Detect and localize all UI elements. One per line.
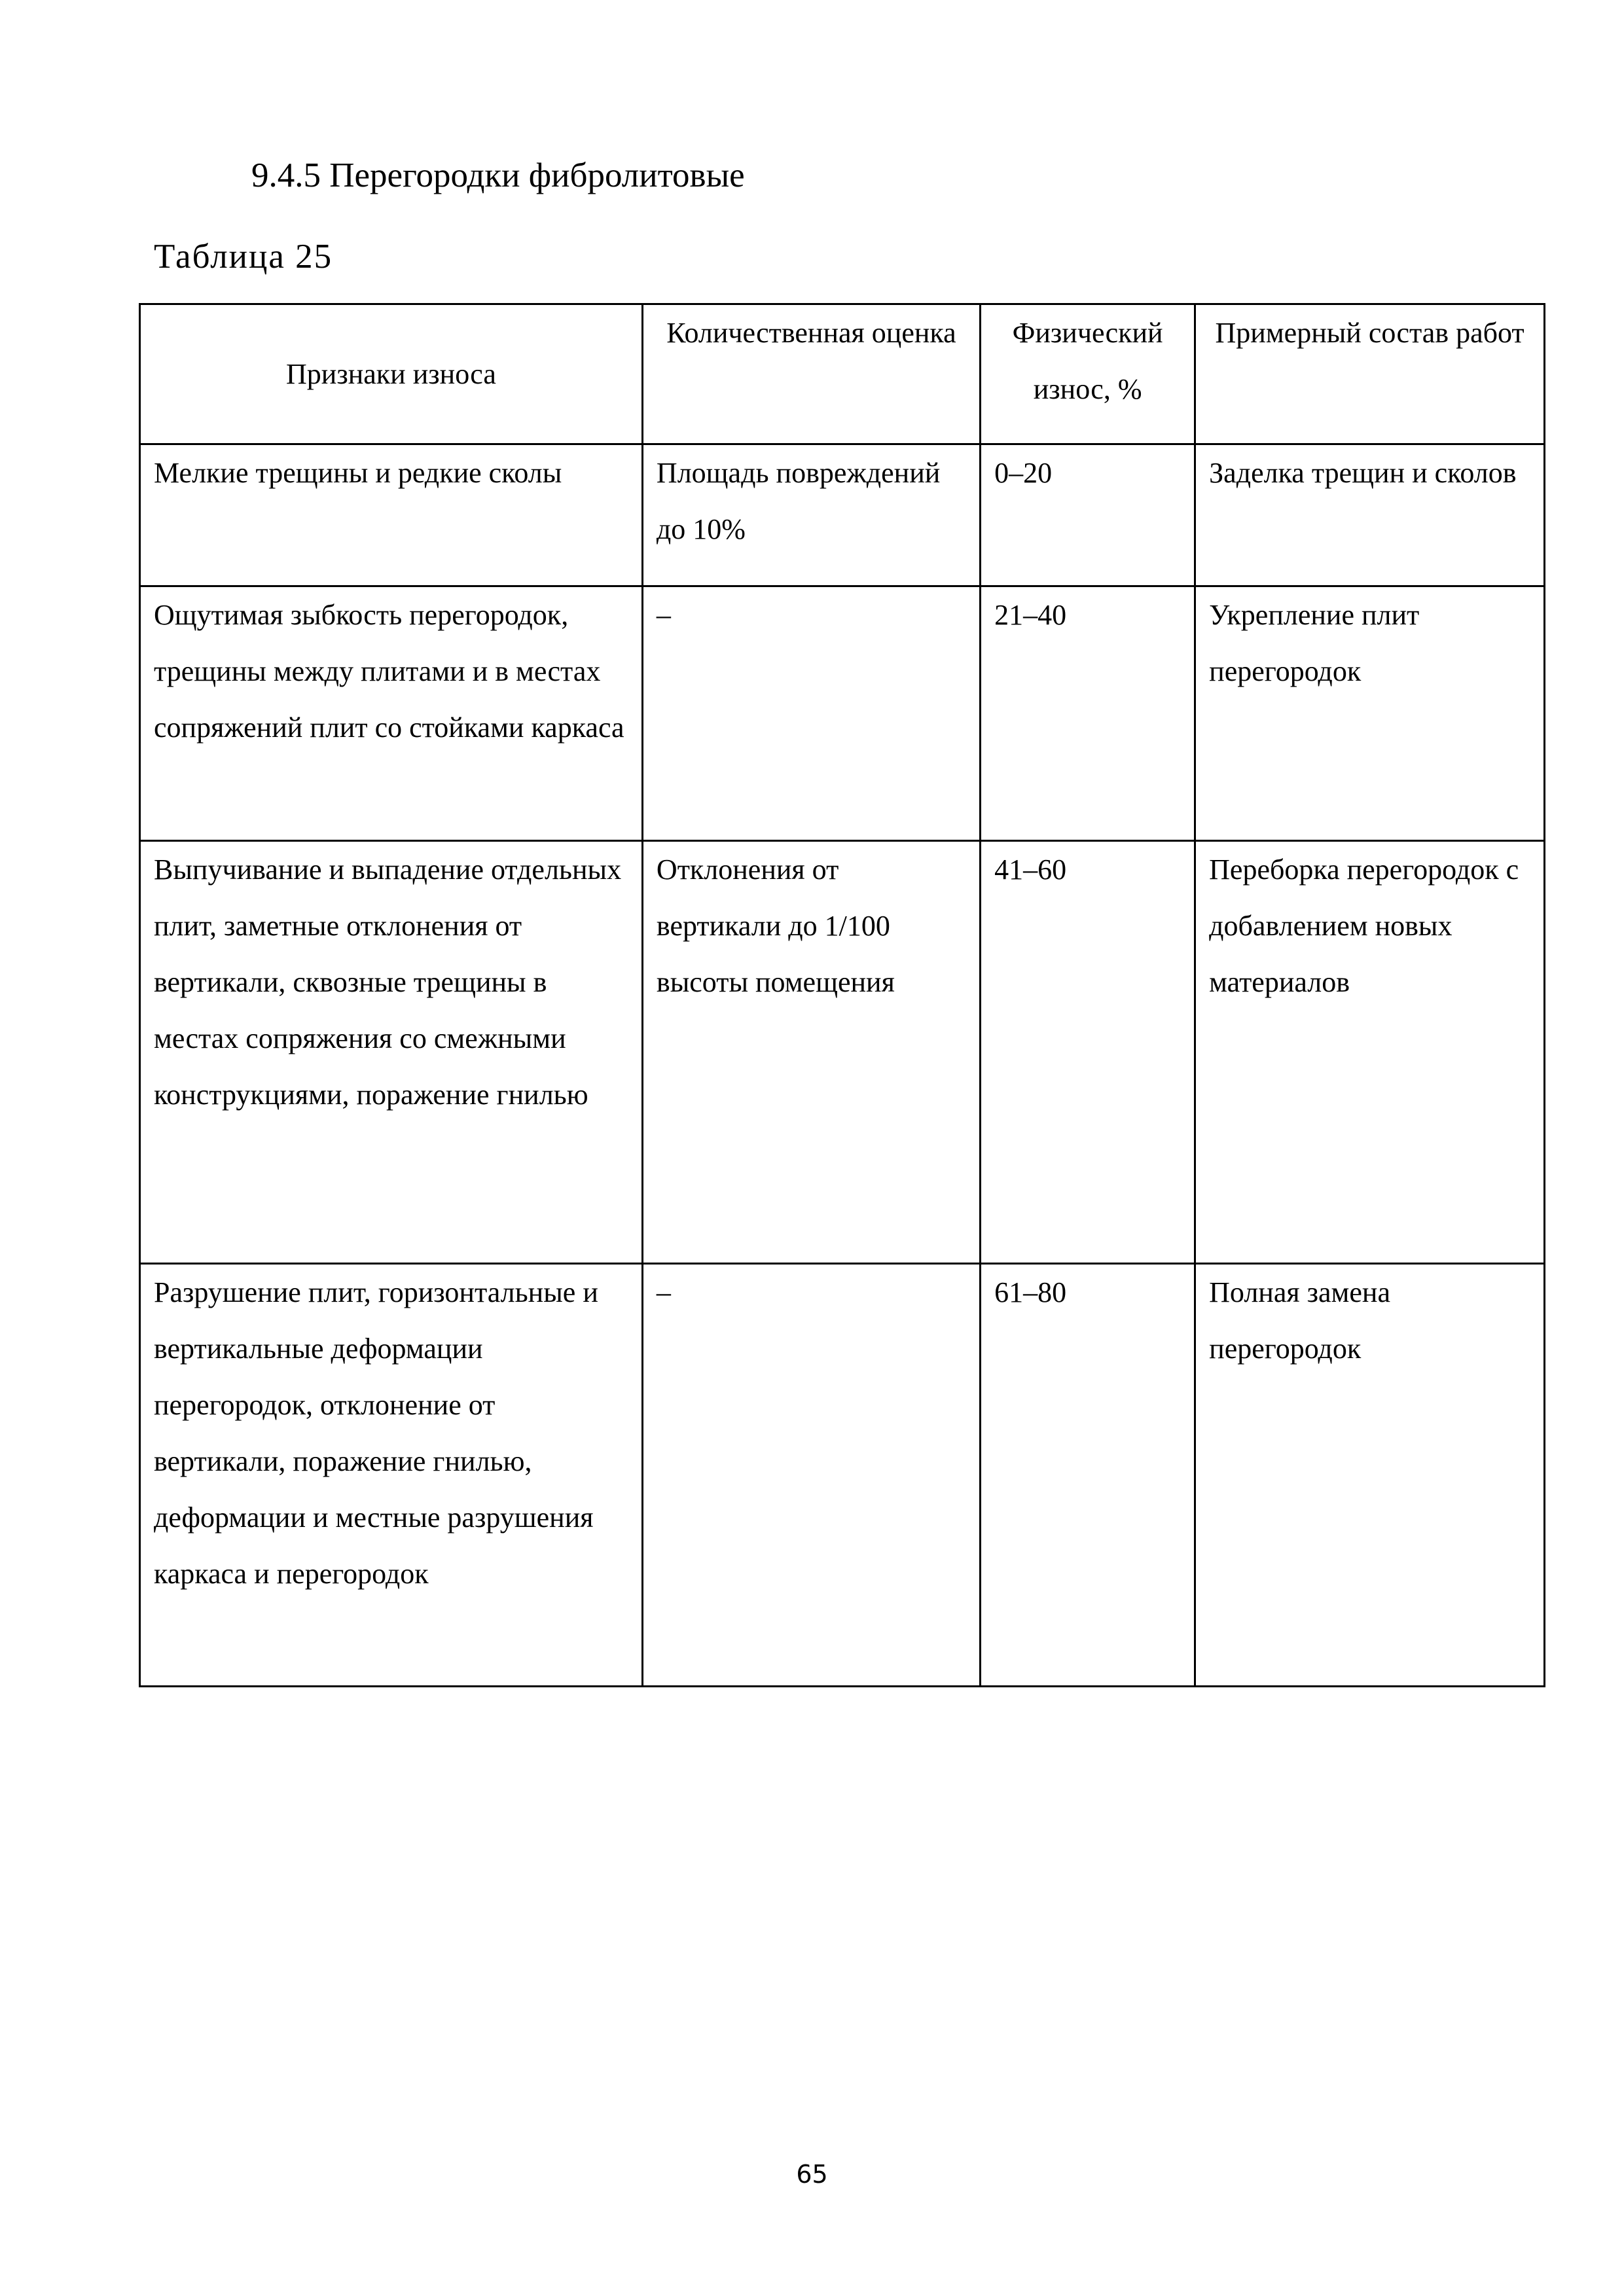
- table-row: [140, 841, 1545, 1264]
- cell-quantitative: –: [642, 586, 980, 841]
- section-heading: 9.4.5 Перегородки фибролитовые: [251, 156, 745, 194]
- table-caption: Таблица 25: [154, 238, 333, 276]
- cell-works: Переборка перегородок с добавлением новых материалов: [1195, 841, 1545, 1264]
- table-row: [140, 444, 1545, 586]
- header-signs: Признаки износа: [140, 304, 643, 444]
- cell-wear: 21–40: [981, 586, 1195, 841]
- cell-works: Полная замена перегородок: [1195, 1264, 1545, 1687]
- header-works: Примерный состав работ: [1195, 304, 1545, 444]
- cell-works: Заделка трещин и сколов: [1195, 444, 1545, 586]
- table-header-row: [140, 304, 1545, 444]
- cell-quantitative: Отклонения от вертикали до 1/100 высоты помещения: [642, 841, 980, 1264]
- header-wear-percent: Физический износ, %: [981, 304, 1195, 444]
- cell-quantitative: Площадь повреждений до 10%: [642, 444, 980, 586]
- cell-works: Укрепление плит перегородок: [1195, 586, 1545, 841]
- wear-table: [139, 303, 1545, 1687]
- table-row: [140, 586, 1545, 841]
- cell-signs: Ощутимая зыбкость перегородок, трещины между плитами и в местах сопряжений плит со стойками каркаса: [140, 586, 643, 841]
- cell-wear: 0–20: [981, 444, 1195, 586]
- cell-signs: Выпучивание и выпадение отдельных плит, заметные отклонения от вертикали, сквозные трещины в местах сопряжения со смежными конструкциями, поражение гнилью: [140, 841, 643, 1264]
- cell-wear: 61–80: [981, 1264, 1195, 1687]
- table-row: [140, 1264, 1545, 1687]
- header-quantitative: Количественная оценка: [642, 304, 980, 444]
- page-number: 65: [796, 2160, 828, 2189]
- cell-quantitative: –: [642, 1264, 980, 1687]
- cell-wear: 41–60: [981, 841, 1195, 1264]
- cell-signs: Разрушение плит, горизонтальные и вертикальные деформации перегородок, отклонение от вертикали, поражение гнилью, деформации и местные разрушения каркаса и перегородок: [140, 1264, 643, 1687]
- cell-signs: Мелкие трещины и редкие сколы: [140, 444, 643, 586]
